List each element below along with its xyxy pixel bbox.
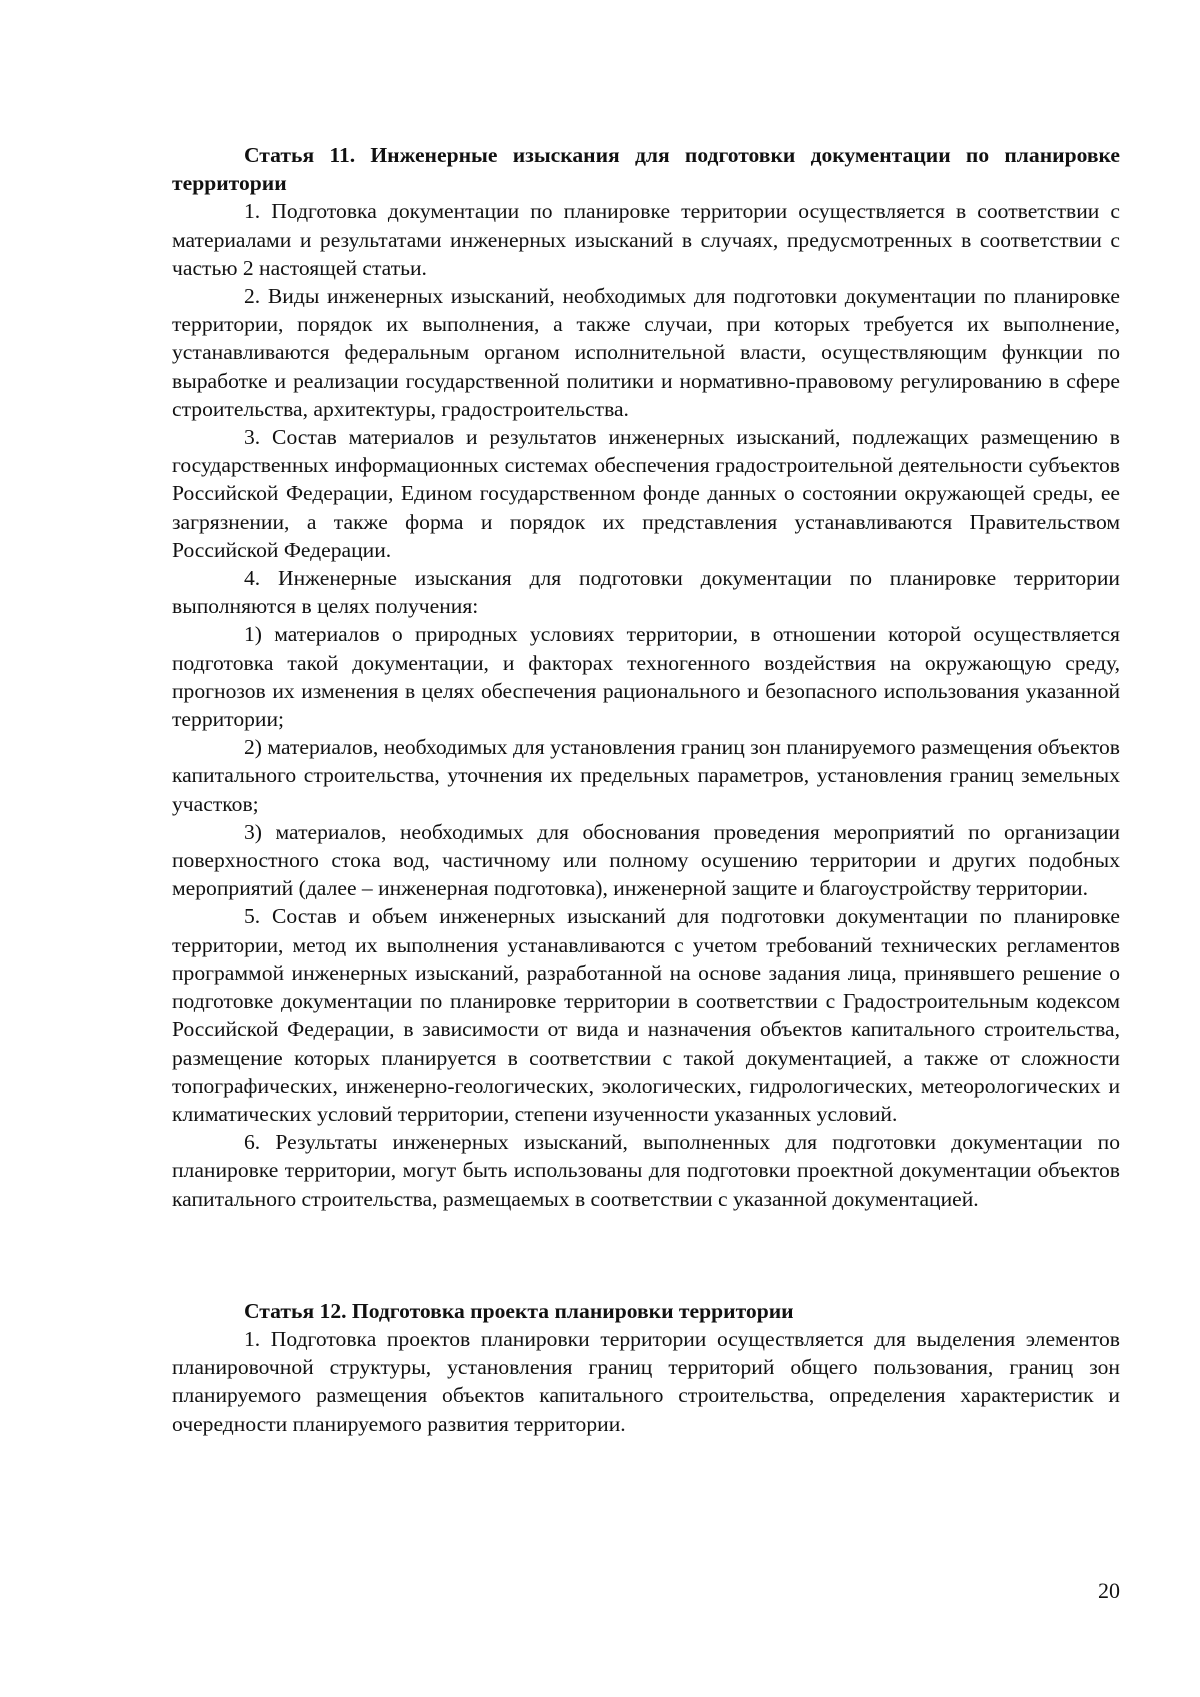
article-11-paragraph-1: 1. Подготовка документации по планировке территории осуществляется в соответствии с материалами и результатами инженерных изысканий в случаях, предусмотренных в соответствии с частью 2 настоящей статьи. [172, 199, 1120, 280]
article-11-paragraph-2: 2. Виды инженерных изысканий, необходимых для подготовки документации по планировке территории, порядок их выполнения, а также случаи, при которых требуется их выполнение, устанавливаются федеральным органом исполнительной власти, осуществляющим функции по выработке и реализации государственной политики и нормативно-правовому регулированию в сфере строительства, архитектуры, градостроительства. [172, 284, 1120, 421]
article-11-paragraph-3: 3. Состав материалов и результатов инженерных изысканий, подлежащих размещению в государственных информационных системах обеспечения градостроительной деятельности субъектов Российской Федерации, Едином государственном фонде данных о состоянии окружающей среды, ее загрязнении, а также форма и порядок их представления устанавливаются Правительством Российской Федерации. [172, 425, 1120, 562]
article-12-heading: Статья 12. Подготовка проекта планировки территории [244, 1298, 794, 1323]
page-number: 20 [1098, 1578, 1120, 1603]
article-12 [172, 1297, 1120, 1438]
article-11-heading: Статья 11. Инженерные изыскания для подготовки документации по планировке территории [172, 143, 1120, 196]
article-11-paragraph-6: 6. Результаты инженерных изысканий, выполненных для подготовки документации по планировке территории, могут быть использованы для подготовки проектной документации объектов капитального строительства, размещаемых в соответствии с указанной документацией. [172, 1130, 1120, 1211]
article-11 [172, 141, 1120, 1213]
article-11-paragraph-5: 5. Состав и объем инженерных изысканий для подготовки документации по планировке территории, метод их выполнения устанавливаются с учетом требований технических регламентов программой инженерных изысканий, разработанной на основе задания лица, принявшего решение о подготовке документации по планировке территории в соответствии с Градостроительным кодексом Российской Федерации, в зависимости от вида и назначения объектов капитального строительства, размещение которых планируется в соответствии с такой документацией, а также от сложности топографических, инженерно-геологических, экологических, гидрологических, метеорологических и климатических условий территории, степени изученности указанных условий. [172, 904, 1120, 1126]
article-spacer [172, 1213, 1120, 1297]
article-11-paragraph-4-item-2: 2) материалов, необходимых для установления границ зон планируемого размещения объектов капитального строительства, уточнения их предельных параметров, установления границ земельных участков; [172, 735, 1120, 816]
article-11-paragraph-4-item-3: 3) материалов, необходимых для обоснования проведения мероприятий по организации поверхностного стока вод, частичному или полному осушению территории и других подобных мероприятий (далее – инженерная подготовка), инженерной защите и благоустройству территории. [172, 819, 1120, 901]
article-11-paragraph-4: 4. Инженерные изыскания для подготовки документации по планировке территории выполняются в целях получения: [172, 566, 1120, 619]
article-11-paragraph-4-item-1: 1) материалов о природных условиях территории, в отношении которой осуществляется подготовка такой документации, и факторах техногенного воздействия на окружающую среду, прогнозов их изменения в целях обеспечения рационального и безопасного использования указанной территории; [172, 622, 1120, 732]
document-body [172, 141, 1120, 1438]
article-12-paragraph-1: 1. Подготовка проектов планировки территории осуществляется для выделения элементов планировочной структуры, установления границ территорий общего пользования, границ зон планируемого размещения объектов капитального строительства, определения характеристик и очередности планируемого развития территории. [172, 1326, 1120, 1436]
